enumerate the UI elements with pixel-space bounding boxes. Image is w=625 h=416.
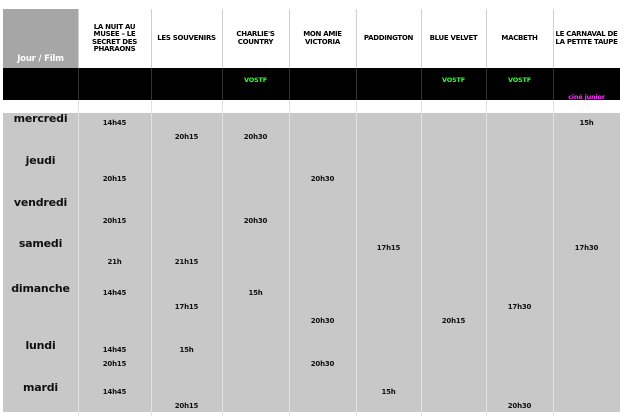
film-header-cell — [421, 9, 486, 68]
showtime: 21h — [107, 258, 122, 266]
bar-divider — [356, 68, 357, 100]
film-title-line: LE CARNAVAL DE — [555, 30, 618, 38]
showtime: 20h15 — [102, 360, 127, 368]
film-title-line: MACBETH — [501, 33, 538, 42]
bar-divider — [289, 68, 290, 100]
showtime: 20h15 — [102, 217, 127, 225]
showtime: 17h30 — [574, 244, 599, 252]
showtime: 20h30 — [310, 317, 335, 325]
day-label: vendredi — [13, 196, 68, 209]
film-title-line: LA PETITE TAUPE — [555, 37, 618, 46]
format-tag: VOSTF — [508, 76, 531, 84]
format-bar — [3, 68, 620, 100]
column-divider — [356, 100, 357, 416]
header-divider — [553, 9, 554, 68]
day-label: samedi — [18, 237, 63, 250]
showtime: 20h30 — [243, 133, 268, 141]
header-divider — [289, 9, 290, 68]
column-divider — [421, 100, 422, 416]
header-divider — [222, 9, 223, 68]
header-divider — [78, 9, 79, 68]
film-title-line: BLUE VELVET — [429, 33, 478, 42]
bar-divider — [486, 68, 487, 100]
showtime: 20h15 — [441, 317, 466, 325]
showtime: 17h15 — [174, 303, 199, 311]
corner-label: Jour / Film — [17, 54, 64, 64]
bar-divider — [421, 68, 422, 100]
showtime: 20h30 — [507, 402, 532, 410]
showtime: 14h45 — [102, 289, 127, 297]
format-tag: VOSTF — [442, 76, 465, 84]
film-title — [555, 31, 617, 46]
film-title — [364, 35, 413, 43]
film-title — [92, 24, 137, 54]
bar-divider — [78, 68, 79, 100]
film-header-cell — [151, 9, 222, 68]
column-divider — [553, 100, 554, 416]
day-label: mardi — [23, 381, 58, 394]
bar-divider — [222, 68, 223, 100]
column-divider — [289, 100, 290, 416]
film-title-line: MUSEE – LE — [93, 30, 136, 38]
showtime: 15h — [179, 346, 194, 354]
showtime: 17h15 — [376, 244, 401, 252]
film-title-line: PADDINGTON — [363, 33, 414, 42]
format-tag: VOSTF — [244, 76, 267, 84]
film-header-cell — [289, 9, 356, 68]
showtime: 15h — [248, 289, 263, 297]
column-divider — [151, 100, 152, 416]
showtime: 14h45 — [102, 119, 127, 127]
film-title-line: PHARAONS — [93, 45, 136, 53]
film-header-cell — [222, 9, 289, 68]
showtime: 20h15 — [102, 175, 127, 183]
film-title — [157, 35, 216, 43]
film-title-line: LA NUIT AU — [93, 22, 136, 31]
showtime: 20h30 — [310, 360, 335, 368]
showtime: 17h30 — [507, 303, 532, 311]
showtime: 14h45 — [102, 346, 127, 354]
header-divider — [151, 9, 152, 68]
showtime: 20h15 — [174, 402, 199, 410]
bar-divider — [151, 68, 152, 100]
film-title-line: SECRET DES — [92, 37, 137, 46]
header-corner-cell — [3, 9, 78, 68]
showtime: 21h15 — [174, 258, 199, 266]
day-label: jeudi — [25, 154, 56, 167]
film-title — [303, 31, 342, 46]
film-title — [501, 35, 537, 43]
column-divider — [486, 100, 487, 416]
film-header-cell — [356, 9, 421, 68]
film-title — [430, 35, 478, 43]
showtime: 20h30 — [310, 175, 335, 183]
film-header-cell — [78, 9, 151, 68]
day-label: dimanche — [11, 282, 70, 295]
film-title-line: CHARLIE'S — [236, 30, 275, 38]
showtime: 15h — [381, 388, 396, 396]
day-label: lundi — [25, 339, 56, 352]
showtime: 20h30 — [243, 217, 268, 225]
film-title-line: COUNTRY — [237, 37, 274, 46]
showtime: 20h15 — [174, 133, 199, 141]
format-tag: ciné junior — [568, 93, 605, 101]
showtime: 14h45 — [102, 388, 127, 396]
day-label: mercredi — [13, 112, 68, 125]
film-title-line: LES SOUVENIRS — [157, 33, 216, 42]
column-divider — [222, 100, 223, 416]
showtime: 15h — [579, 119, 594, 127]
film-header-cell — [486, 9, 553, 68]
film-title — [236, 31, 274, 46]
column-divider — [78, 100, 79, 416]
film-title-line: MON AMIE — [303, 30, 342, 38]
header-divider — [356, 9, 357, 68]
film-header-cell — [553, 9, 620, 68]
header-divider — [421, 9, 422, 68]
bar-divider — [553, 68, 554, 100]
film-title-line: VICTORIA — [305, 37, 340, 46]
header-divider — [486, 9, 487, 68]
